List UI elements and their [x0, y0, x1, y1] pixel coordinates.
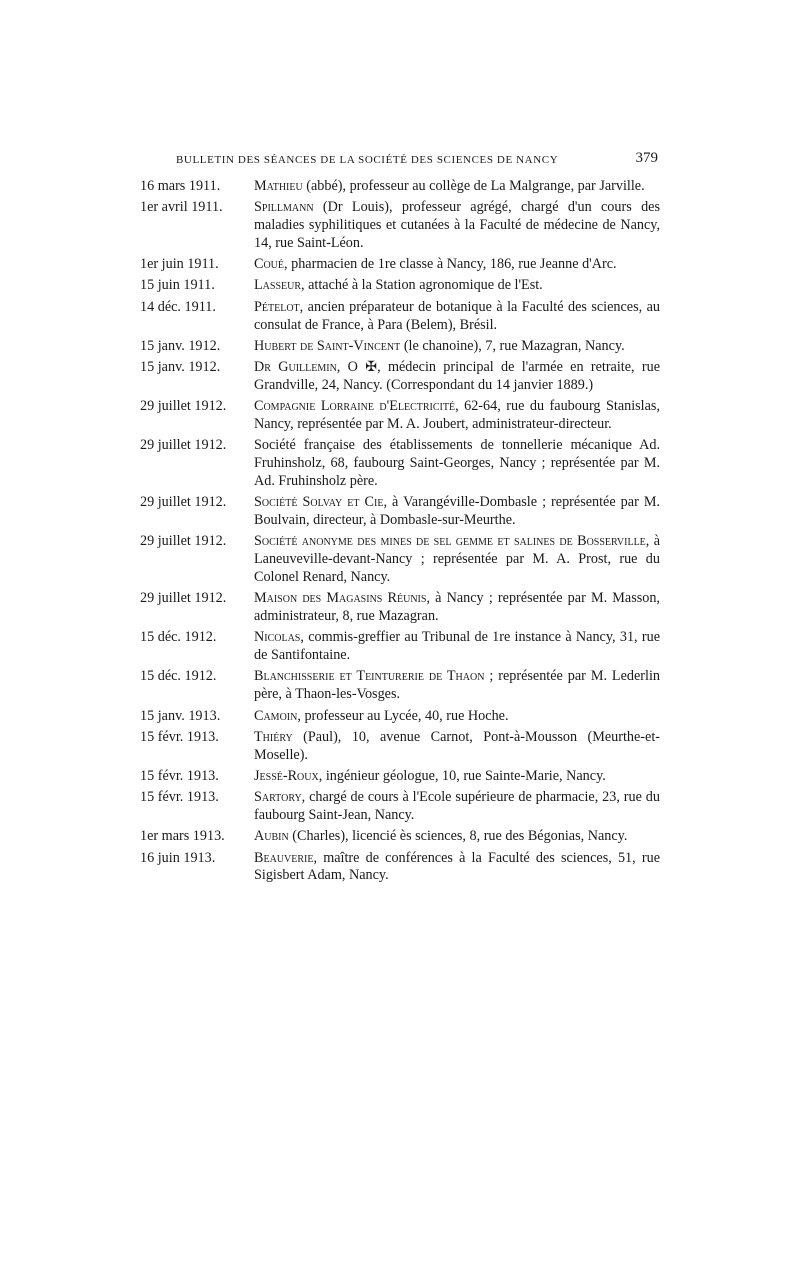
- entry-text: [252, 199, 660, 252]
- list-item: [140, 437, 660, 490]
- entry-date: 15 févr. 1913.: [140, 728, 219, 745]
- entry-text: [252, 629, 660, 665]
- list-item: [140, 398, 660, 434]
- entry-details: (le chanoine), 7, rue Mazagran, Nancy.: [400, 337, 625, 354]
- entry-name: Aubin: [254, 828, 289, 845]
- member-list: [140, 178, 660, 889]
- entry-name: Compagnie Lorraine d'Electricité: [254, 398, 456, 415]
- entry-date: 15 janv. 1913.: [140, 707, 221, 724]
- entry-name: Coué: [254, 256, 285, 273]
- entry-name: Maison des Magasins Réunis: [254, 590, 427, 607]
- entry-details: , à Varangéville-Dombasle ; représentée par M. Boulvain, directeur, à Dombasle-sur-Meurthe.: [254, 494, 660, 529]
- entry-date: 16 mars 1911.: [140, 178, 221, 194]
- entry-text: [252, 256, 660, 274]
- entry-details: , commis-greffier au Tribunal de 1re instance à Nancy, 31, rue de Santifontaine.: [254, 629, 660, 664]
- list-item: [140, 850, 660, 886]
- list-item: [140, 629, 660, 665]
- list-item: [140, 708, 660, 726]
- entry-details: Société française des établissements de tonnellerie mécanique Ad. Fruhinsholz, 68, faubourg Saint-Georges, Nancy ; représentée par M. Ad. Fruhinsholz père.: [254, 437, 660, 489]
- entry-date: 15 déc. 1912.: [140, 668, 217, 685]
- entry-date: 29 juillet 1912.: [140, 398, 227, 415]
- entry-details: , attaché à la Station agronomique de l'Est.: [301, 277, 543, 294]
- entry-text: [252, 359, 660, 395]
- entry-text: [252, 789, 660, 825]
- entry-text: [252, 299, 660, 335]
- entry-name: Hubert de Saint-Vincent: [254, 337, 401, 354]
- entry-name: Société anonyme des mines de sel gemme et salines de Bosserville: [254, 533, 646, 550]
- entry-date: 1er avril 1911.: [140, 199, 223, 216]
- entry-date: 29 juillet 1912.: [140, 590, 227, 607]
- entry-details: , à Laneuveville-devant-Nancy ; représentée par M. A. Prost, rue du Colonel Renard, Nancy.: [254, 533, 660, 585]
- entry-date: 29 juillet 1912.: [140, 437, 227, 454]
- entry-date: 15 déc. 1912.: [140, 629, 217, 646]
- entry-date: 29 juillet 1912.: [140, 494, 227, 511]
- list-item: [140, 729, 660, 765]
- entry-details: , chargé de cours à l'Ecole supérieure de pharmacie, 23, rue du faubourg Saint-Jean, Nancy.: [254, 789, 660, 823]
- entry-text: [252, 277, 660, 295]
- list-item: [140, 494, 660, 530]
- list-item: [140, 199, 660, 252]
- entry-name: Beauverie: [254, 849, 314, 866]
- entry-details: (Dr Louis), professeur agrégé, chargé d'un cours des maladies syphilitiques et cutanées à la Faculté de médecine de Nancy, 14, rue Saint-Léon.: [254, 199, 660, 251]
- list-item: [140, 590, 660, 626]
- entry-text: [252, 668, 660, 704]
- entry-name: Blanchisserie et Teinturerie de Thaon: [254, 668, 485, 685]
- entry-details: ; représentée par M. Lederlin père, à Thaon-les-Vosges.: [254, 668, 660, 703]
- entry-details: , pharmacien de 1re classe à Nancy, 186, rue Jeanne d'Arc.: [284, 256, 617, 273]
- entry-name: Camoin: [254, 707, 298, 724]
- entry-name: Pételot: [254, 298, 300, 315]
- entry-details: (Charles), licencié ès sciences, 8, rue des Bégonias, Nancy.: [288, 828, 628, 845]
- entry-name: Thiéry: [254, 728, 293, 745]
- running-head: [176, 150, 658, 170]
- list-item: [140, 789, 660, 825]
- list-item: [140, 359, 660, 395]
- entry-details: , ingénieur géologue, 10, rue Sainte-Marie, Nancy.: [318, 767, 606, 784]
- entry-text: [252, 850, 660, 886]
- entry-details: , 62-64, rue du faubourg Stanislas, Nancy, représentée par M. A. Joubert, administrateur-directeur.: [254, 398, 660, 433]
- entry-text: [252, 533, 660, 586]
- entry-text: [252, 590, 660, 626]
- entry-name: Mathieu: [254, 178, 303, 194]
- entry-date: 14 déc. 1911.: [140, 298, 216, 315]
- running-title: BULLETIN DES SÉANCES DE LA SOCIÉTÉ DES SCIENCES DE NANCY: [176, 154, 559, 166]
- entry-name: Sartory: [254, 789, 302, 806]
- entry-date: 15 janv. 1912.: [140, 337, 221, 354]
- entry-date: 16 juin 1913.: [140, 849, 216, 866]
- entry-details: , professeur au Lycée, 40, rue Hoche.: [297, 707, 509, 724]
- entry-name: Lasseur: [254, 277, 302, 294]
- entry-date: 15 févr. 1913.: [140, 767, 219, 784]
- entry-text: [252, 398, 660, 434]
- entry-date: 29 juillet 1912.: [140, 533, 227, 550]
- list-item: [140, 768, 660, 786]
- entry-name: Nicolas: [254, 629, 301, 646]
- entry-text: [252, 768, 660, 786]
- entry-text: [252, 437, 660, 490]
- entry-details: (abbé), professeur au collège de La Malgrange, par Jarville.: [302, 178, 645, 194]
- entry-details: (Paul), 10, avenue Carnot, Pont-à-Mousson (Meurthe-et-Moselle).: [254, 728, 660, 763]
- list-item: [140, 533, 660, 586]
- entry-details: , à Nancy ; représentée par M. Masson, administrateur, 8, rue Mazagran.: [254, 590, 660, 625]
- entry-details: , maître de conférences à la Faculté des sciences, 51, rue Sigisbert Adam, Nancy.: [254, 849, 660, 884]
- entry-text: [252, 338, 660, 356]
- list-item: [140, 338, 660, 356]
- entry-date: 15 févr. 1913.: [140, 789, 219, 806]
- entry-text: [252, 494, 660, 530]
- entry-text: [252, 729, 660, 765]
- entry-text: [252, 708, 660, 726]
- list-item: [140, 277, 660, 295]
- entry-name: Dr Guillemin: [254, 359, 337, 376]
- entry-text: [252, 178, 660, 196]
- list-item: [140, 178, 660, 196]
- list-item: [140, 299, 660, 335]
- entry-date: 1er mars 1913.: [140, 828, 225, 845]
- entry-details: , O ✠, médecin principal de l'armée en retraite, rue Grandville, 24, Nancy. (Correspondant du 14 janvier 1889.): [254, 359, 661, 393]
- list-item: [140, 828, 660, 846]
- entry-name: Spillmann: [254, 199, 314, 216]
- entry-date: 15 janv. 1912.: [140, 359, 221, 376]
- list-item: [140, 256, 660, 274]
- entry-name: Société Solvay et Cie: [254, 494, 384, 511]
- entry-details: , ancien préparateur de botanique à la Faculté des sciences, au consulat de France, à Para (Belem), Brésil.: [254, 298, 660, 333]
- page-number: 379: [635, 150, 658, 166]
- list-item: [140, 668, 660, 704]
- entry-date: 1er juin 1911.: [140, 256, 219, 273]
- entry-date: 15 juin 1911.: [140, 277, 215, 294]
- entry-text: [252, 828, 660, 846]
- entry-name: Jessé-Roux: [254, 767, 319, 784]
